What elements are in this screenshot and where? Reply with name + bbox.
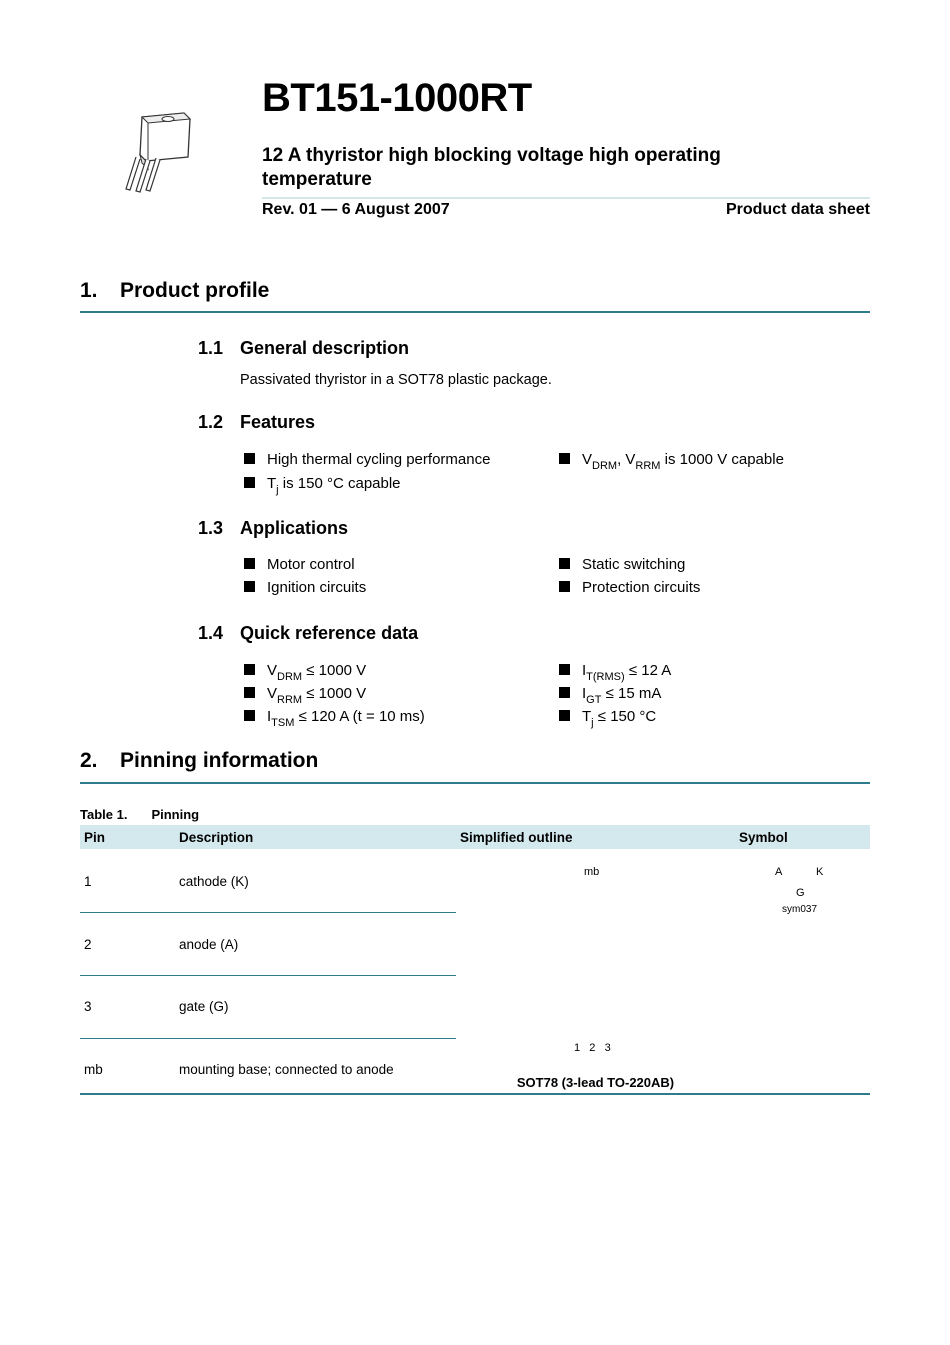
table-caption: Table 1. Pinning: [80, 807, 200, 822]
bullet-icon: [559, 453, 570, 464]
bullet-icon: [559, 581, 570, 592]
subsection-heading-quick-reference: 1.4 Quick reference data: [198, 623, 419, 643]
list-item: $V_{DRM} \le 1000$ V: [244, 662, 366, 679]
symbol-gate-label: G: [796, 887, 805, 899]
bullet-icon: [559, 664, 570, 675]
section-heading-product-profile: 1. Product profile: [80, 279, 270, 302]
description-cell: mounting base; connected to anode: [179, 1062, 394, 1078]
bullet-icon: [244, 710, 255, 721]
header-divider: [262, 197, 870, 199]
pin-cell: mb: [84, 1062, 103, 1078]
page-subtitle: 12 A thyristor high blocking voltage high operating temperature: [262, 145, 721, 190]
table-row: [80, 850, 870, 913]
bullet-icon: [244, 581, 255, 592]
description-cell: gate (G): [175, 976, 456, 1039]
page-title: BT151-1000RT: [262, 76, 532, 120]
column-header: Pin: [80, 825, 175, 850]
bullet-icon: [244, 558, 255, 569]
list-item: $T_j$ is 150 °C capable: [244, 475, 401, 492]
subsection-heading-general-description: 1.1 General description: [198, 338, 410, 358]
column-header: Description: [175, 825, 456, 850]
symbol-anode-label: A: [775, 866, 783, 878]
symbol-code: sym037: [782, 904, 818, 915]
list-item: Ignition circuits: [244, 579, 366, 596]
list-item: $V_{DRM}$, $V_{RRM}$ is 1000 V capable: [559, 451, 784, 468]
section-heading-pinning-information: 2. Pinning information: [80, 749, 319, 772]
bullet-icon: [559, 710, 570, 721]
outline-cell: [456, 850, 735, 1101]
outline-pin-numbers: 1 2 3: [574, 1042, 611, 1054]
symbol-cell: [735, 850, 870, 1101]
pin-cell: 1: [80, 850, 175, 913]
general-description-text: Passivated thyristor in a SOT78 plastic package.: [240, 372, 552, 388]
bullet-icon: [244, 664, 255, 675]
outline-mb-label: mb: [584, 866, 600, 878]
outline-caption: SOT78 (3-lead TO-220AB): [516, 1075, 675, 1090]
list-item: $V_{RRM} \le 1000$ V: [244, 685, 366, 702]
bullet-icon: [244, 477, 255, 488]
bullet-icon: [559, 687, 570, 698]
list-item: Motor control: [244, 556, 355, 573]
pinning-table: [80, 825, 870, 1101]
list-item: $I_{GT} \le 15$ mA: [559, 685, 661, 702]
pin-cell: 3: [80, 976, 175, 1039]
list-item: $T_j \le 150$ °C: [559, 708, 656, 725]
section-rule: [80, 311, 870, 313]
symbol-cathode-label: K: [816, 866, 824, 878]
bullet-icon: [559, 558, 570, 569]
section-rule: [80, 782, 870, 784]
description-cell: anode (A): [175, 913, 456, 976]
list-item: $I_{TSM} \le 120$ A (t = 10 ms): [244, 708, 425, 725]
list-item: High thermal cycling performance: [244, 451, 490, 468]
list-item: $I_{T(RMS)} \le 12$ A: [559, 662, 671, 679]
bullet-icon: [244, 453, 255, 464]
revision-label: Rev. 01 — 6 August 2007: [262, 201, 450, 218]
list-item: Protection circuits: [559, 579, 700, 596]
subsection-heading-applications: 1.3 Applications: [198, 518, 349, 538]
list-item: Static switching: [559, 556, 685, 573]
doc-type-label: Product data sheet: [725, 201, 870, 218]
subsection-heading-features: 1.2 Features: [198, 412, 316, 432]
description-cell: cathode (K): [175, 850, 456, 913]
package-image: [112, 105, 202, 195]
bullet-icon: [244, 687, 255, 698]
column-header: Symbol: [735, 825, 870, 850]
table-bottom-rule: [80, 1093, 870, 1095]
pin-cell: 2: [80, 913, 175, 976]
column-header: Simplified outline: [456, 825, 735, 850]
